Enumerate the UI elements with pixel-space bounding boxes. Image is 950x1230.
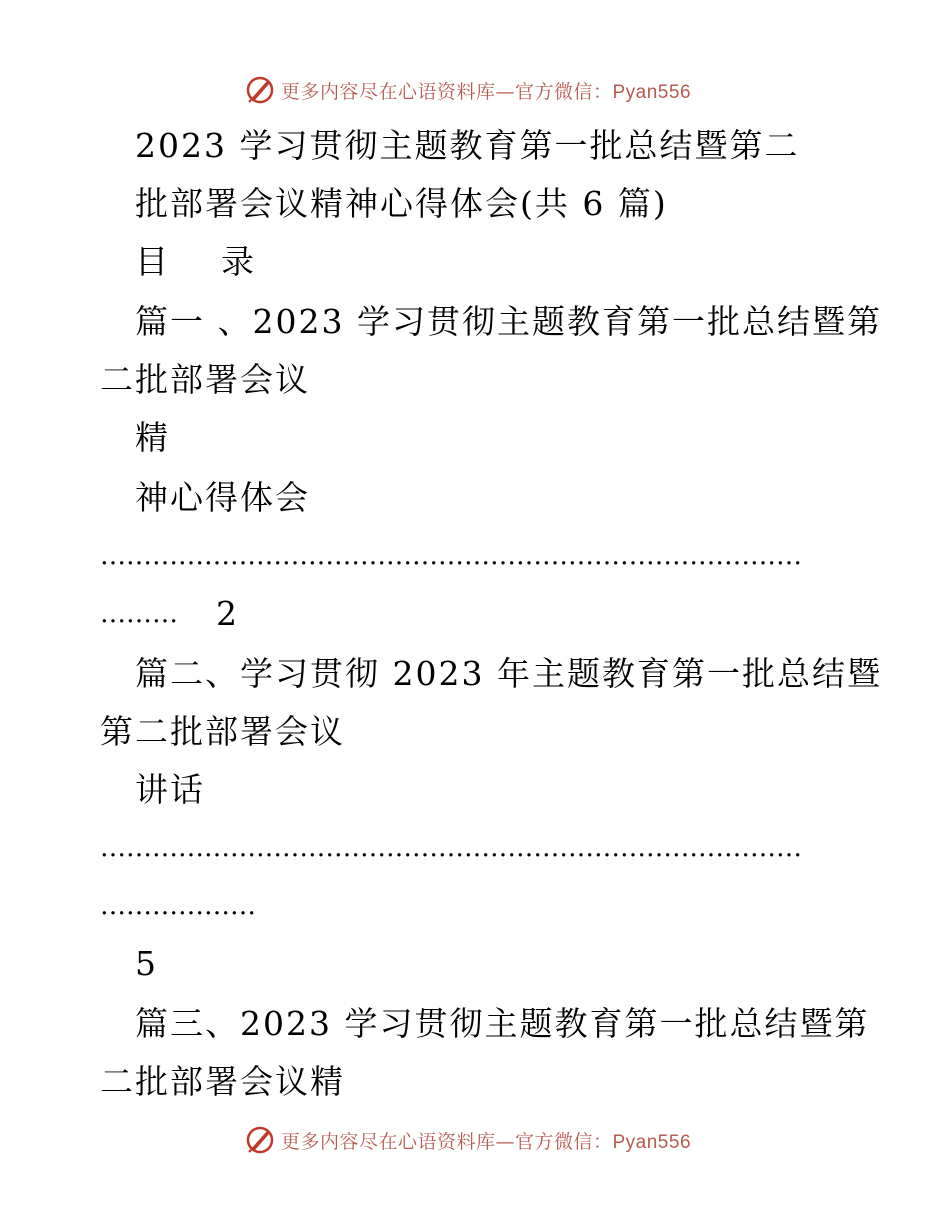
toc-entry-2-leader-2: ……………… — [100, 891, 256, 921]
toc-heading: 目 录 — [135, 242, 264, 281]
toc-entry-1-line-3: 精 — [135, 418, 170, 457]
toc-entry-3-line-1: 篇三、2023 学习贯彻主题教育第一批总结暨第 — [135, 1004, 870, 1043]
toc-entry-1-line-2: 二批部署会议 — [100, 360, 310, 399]
toc-entry-1-page: 2 — [216, 594, 239, 633]
toc-entry-1-leader-1: ……………………………………………………………………… — [100, 541, 802, 571]
header-banner — [0, 70, 950, 110]
quill-logo-icon — [245, 75, 275, 105]
toc-entry-1-line-4: 神心得体会 — [135, 478, 310, 517]
wechat-handle: Pyan556 — [612, 81, 692, 103]
toc-entry-2-line-2: 第二批部署会议 — [100, 712, 345, 751]
wechat-handle: Pyan556 — [612, 1131, 692, 1153]
quill-logo-icon — [245, 1125, 275, 1155]
toc-entry-3-line-2: 二批部署会议精 — [100, 1062, 345, 1101]
footer-banner — [0, 1120, 950, 1160]
toc-entry-1-line-1: 篇一 、2023 学习贯彻主题教育第一批总结暨第 — [135, 302, 882, 341]
toc-entry-1-leader-2: ……… — [100, 599, 178, 629]
banner-text — [281, 77, 691, 104]
toc-entry-2-page: 5 — [135, 944, 158, 983]
title-line-1: 2023 学习贯彻主题教育第一批总结暨第二 — [135, 126, 800, 165]
banner-text — [281, 1127, 691, 1154]
toc-entry-2-leader-1: ……………………………………………………………………… — [100, 833, 802, 863]
banner-label: 更多内容尽在心语资料库—官方微信： — [280, 1130, 613, 1153]
banner-label: 更多内容尽在心语资料库—官方微信： — [280, 80, 613, 103]
title-line-2: 批部署会议精神心得体会(共 6 篇) — [135, 184, 668, 223]
toc-entry-2-line-1: 篇二、学习贯彻 2023 年主题教育第一批总结暨 — [135, 654, 882, 693]
toc-entry-2-line-3: 讲话 — [135, 770, 205, 809]
